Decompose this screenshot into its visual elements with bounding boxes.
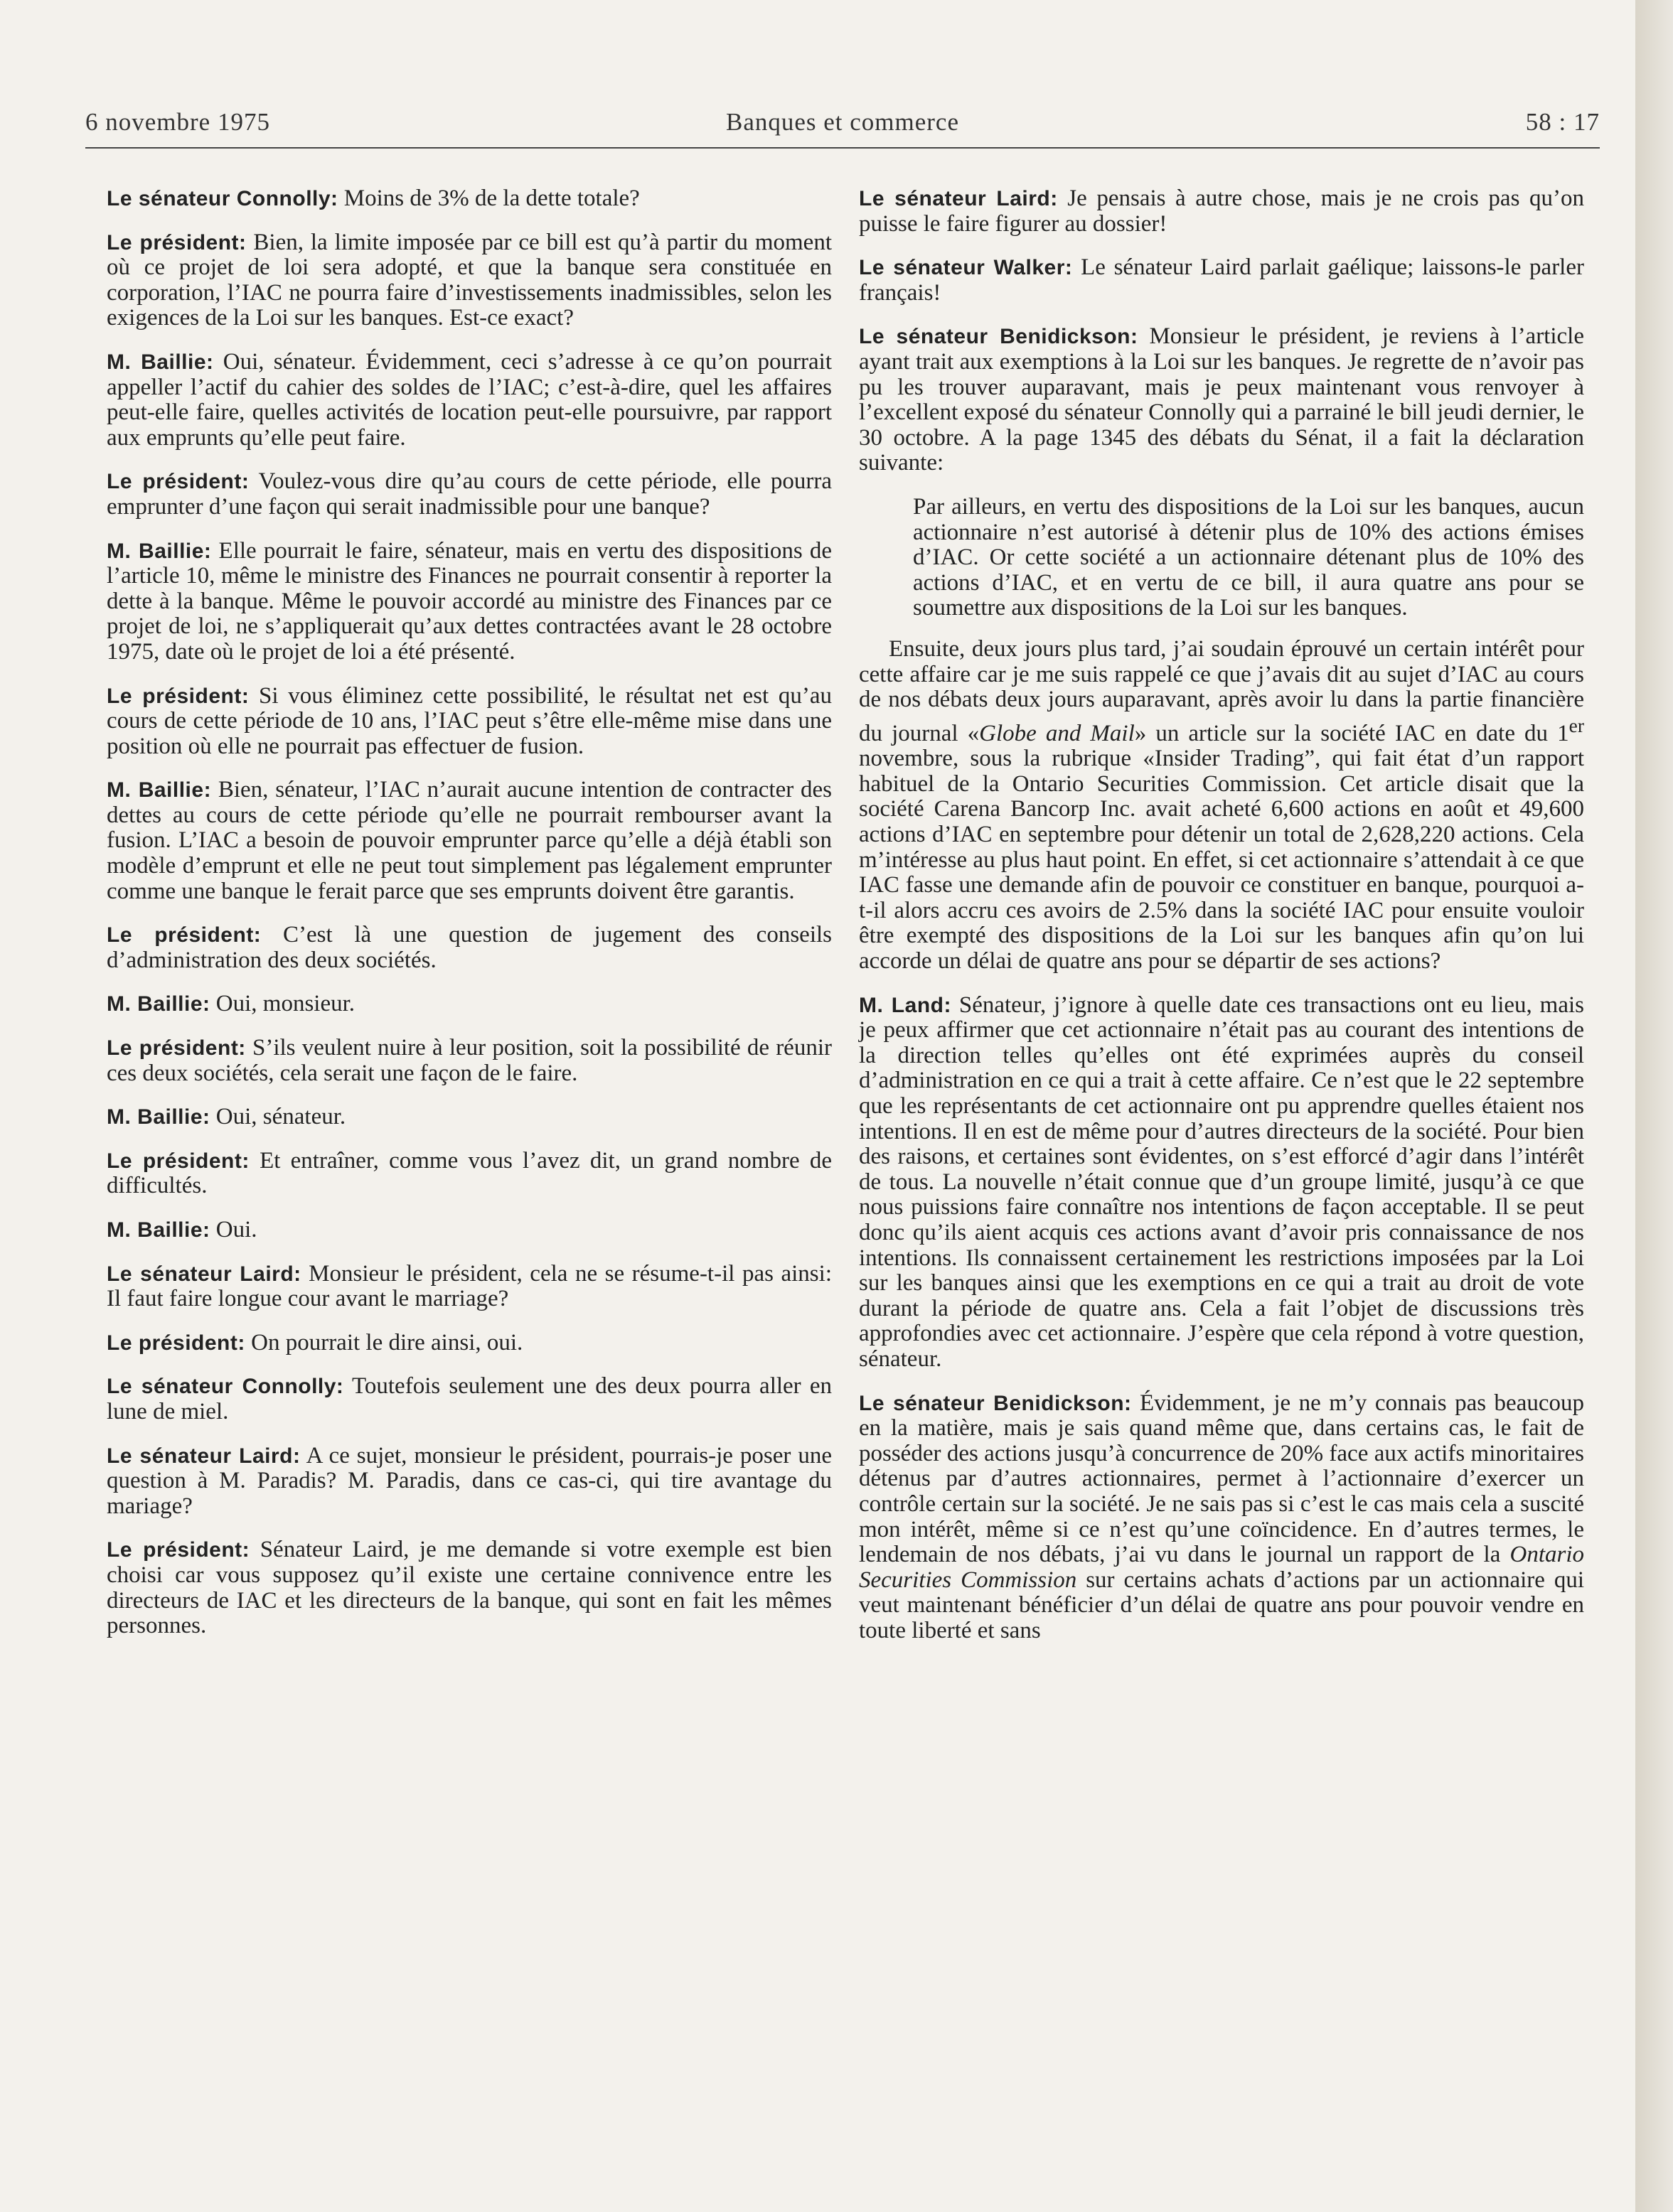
paragraph-text: Oui, sénateur. Évidemment, ceci s’adresse à ce qu’on pourrait appeller l’actif du cahier des soldes de l’IAC; c’est-à-dire, quel les affaires peut-elle faire, quelles activités de location peut-elle poursuivre, par rapport aux emprunts qu’elle peut faire. [107, 348, 832, 451]
speaker-label: Le sénateur Laird: [859, 187, 1058, 210]
commission-name: Ontario Securities Commission [859, 1542, 1584, 1593]
paragraph [859, 993, 1584, 1373]
paragraph-text: Je pensais à autre chose, mais je ne crois pas qu’on puisse le faire figurer au dossier! [859, 186, 1584, 237]
paragraph-text: Sénateur Laird, je me demande si votre exemple est bien choisi car vous supposez qu’il existe une certaine connivence entre les directeurs de IAC et les directeurs de la banque, qui sont en fait les mêmes personnes. [107, 1537, 832, 1639]
paragraph-text: Sénateur, j’ignore à quelle date ces transactions ont eu lieu, mais je peux affirmer que cet actionnaire n’était pas au courant des intentions de la direction telles qu’elles ont été exprimées auprès du conseil d’administration en ce qui a trait à cette affaire. Ce n’est que le 22 septembre que les représentants de cet actionnaire ont pu apprendre quelles étaient nos intentions. Il en est de même pour d’autres directeurs de la société. Pour bien des raisons, et certaines sont évidentes, on s’est efforcé d’agir dans l’intérêt de tous. La nouvelle n’était connue que d’un groupe limité, jusqu’à ce que nous puissions faire connaître nos intentions de façon acceptable. Il se peut donc qu’ils aient acquis ces actions avant d’avoir pris connaissance de nos intentions. Ils connaissent certainement les restrictions imposées par la Loi sur les banques ainsi que les exemptions en ce qui a trait au droit de vote durant la période de quatre ans. Cela a fait l’objet de discussions très approfondies avec cet actionnaire. J’espère que cela répond à votre question, sénateur. [859, 992, 1585, 1372]
speaker-label: Le sénateur Connolly: [107, 1375, 344, 1399]
paragraph-text: Oui, monsieur. [210, 991, 356, 1017]
header-title: Banques et commerce [725, 108, 960, 136]
speaker-label: Le sénateur Walker: [859, 256, 1073, 280]
right-column [859, 186, 1584, 1662]
speaker-label: Le sénateur Benidickson: [859, 1391, 1132, 1415]
ordinal-suffix: er [1568, 714, 1584, 736]
paragraph [107, 1149, 832, 1199]
paragraph [107, 1537, 832, 1638]
paragraph-text: Si vous éliminez cette possibilité, le résultat net est qu’au cours de cette période de 10 ans, l’IAC peut s’être elle-même mise dans une position où elle ne pourrait pas effectuer de fusion. [107, 682, 832, 759]
paragraph [859, 1391, 1584, 1644]
paragraph [859, 637, 1584, 975]
paragraph-text: Et entraîner, comme vous l’avez dit, un grand nombre de difficultés. [107, 1147, 832, 1199]
paragraph-text: » un article sur la société IAC en date du 1 [1134, 720, 1569, 746]
speaker-label: Le président: [107, 1331, 245, 1355]
speaker-label: Le président: [107, 684, 250, 708]
paragraph [107, 230, 832, 331]
header-date: 6 novembre 1975 [85, 108, 270, 136]
speaker-label: M. Land: [859, 993, 951, 1017]
block-quote: Par ailleurs, en vertu des dispositions de la Loi sur les banques, aucun actionnaire n’est autorisé à détenir plus de 10% des actions émises d’IAC. Or cette société a un actionnaire détenant plus de 10% des actions d’IAC, et en vertu de ce bill, il aura quatre ans pour se soumettre aux dispositions de la Loi sur les banques. [913, 493, 1584, 621]
speaker-label: M. Baillie: [107, 778, 212, 802]
paragraph-text: Bien, sénateur, l’IAC n’aurait aucune intention de contracter des dettes au cours de cette période qu’elle ne pourrait rembourser avant la fusion. L’IAC a besoin de pouvoir emprunter parce qu’elle a déjà établi son modèle d’emprunt et elle ne peut tout simplement pas légalement emprunter comme une banque le ferait parce que ses emprunts doivent être garantis. [107, 777, 832, 904]
paragraph [107, 186, 832, 212]
paragraph-text: Oui. [210, 1217, 257, 1242]
paragraph-text: Voulez-vous dire qu’au cours de cette période, elle pourra emprunter d’une façon qui serait inadmissible pour une banque? [107, 468, 833, 520]
paragraph-text: sur certains achats d’actions par un actionnaire qui veut maintenant bénéficier d’un délai de quatre ans pour pouvoir vendre en toute liberté et sans [859, 1567, 1584, 1643]
speaker-label: M. Baillie: [107, 539, 212, 563]
speaker-label: Le président: [107, 1036, 246, 1061]
speaker-label: M. Baillie: [107, 1218, 210, 1242]
paragraph-text: Ensuite, deux jours plus tard, j’ai soudain éprouvé un certain intérêt pour cette affaire car je me suis rappelé ce que j’avais dit au sujet d’IAC au cours de nos débats deux jours auparavant, après avoir lu dans la partie financière du journal « [859, 635, 1584, 746]
paragraph [107, 1036, 832, 1086]
paragraph [859, 255, 1584, 306]
paragraph [107, 1331, 832, 1356]
paragraph-text: Le sénateur Laird parlait gaélique; laissons-le parler français! [859, 254, 1584, 306]
speaker-label: M. Baillie: [107, 992, 210, 1016]
paragraph [107, 1218, 832, 1243]
speaker-label: Le sénateur Laird: [107, 1444, 301, 1468]
paragraph-text: Toutefois seulement une des deux pourra aller en lune de miel. [107, 1373, 832, 1424]
paragraph [859, 186, 1584, 237]
speaker-label: Le sénateur Benidickson: [859, 325, 1138, 349]
speaker-label: Le président: [107, 923, 262, 947]
paragraph [107, 778, 832, 904]
page-header [85, 108, 1600, 148]
header-page-number: 58 : 17 [1525, 108, 1600, 136]
paragraph-text: S’ils veulent nuire à leur position, soit la possibilité de réunir ces deux sociétés, cela serait une façon de le faire. [107, 1035, 832, 1086]
paragraph [107, 1374, 832, 1424]
paragraph-text: Elle pourrait le faire, sénateur, mais en vertu des dispositions de l’article 10, même le ministre des Finances ne pourrait consentir à reporter la dette à la banque. Même le pouvoir accordé au ministre des Finances par ce projet de loi, ne s’appliquerait qu’aux dettes contractées avant le 28 octobre 1975, date où le projet de loi a été présenté. [107, 537, 832, 665]
speaker-label: Le sénateur Laird: [107, 1262, 301, 1286]
paragraph [107, 1105, 832, 1130]
paragraph [107, 992, 832, 1017]
speaker-label: Le président: [107, 230, 247, 254]
paragraph-text: On pourrait le dire ainsi, oui. [245, 1329, 523, 1355]
paragraph-text: A ce sujet, monsieur le président, pourrais-je poser une question à M. Paradis? M. Paradis, dans ce cas-ci, qui tire avantage du mariage? [107, 1442, 832, 1519]
paragraph [107, 350, 832, 451]
paragraph-text: Moins de 3% de la dette totale? [338, 186, 640, 211]
paragraph-text: Bien, la limite imposée par ce bill est qu’à partir du moment où ce projet de loi sera adopté, et que la banque sera constituée en corporation, l’IAC ne pourra faire d’investissements inadmissibles, selon les exigences de la Loi sur les banques. Est-ce exact? [107, 229, 832, 331]
paragraph-text: novembre, sous la rubrique «Insider Trading”, qui fait état d’un rapport habituel de la Ontario Securities Commission. Cet article disait que la société Carena Bancorp Inc. avait acheté 6,600 actions en août et 49,600 actions d’IAC en septembre pour détenir un total de 2,628,220 actions. Cela m’intéresse au plus haut point. En effet, si cet actionnaire s’attendait à ce que IAC fasse une demande afin de pouvoir ce constituer en banque, pourquoi a-t-il alors accru ces avoirs de 2.5% dans la société IAC pour ensuite vouloir être exempté des dispositions de la Loi sur les banques afin qu’on lui accorde un délai de quatre ans pour se départir de ses actions? [859, 746, 1584, 975]
paragraph [107, 1262, 832, 1312]
left-column [107, 186, 832, 1658]
paragraph-text: C’est là une question de jugement des conseils d’administration des deux sociétés. [107, 922, 832, 973]
newspaper-name: Globe and Mail [979, 720, 1135, 746]
paragraph [107, 1444, 832, 1520]
header-rule [85, 147, 1600, 149]
paragraph-text: Monsieur le président, cela ne se résume-t-il pas ainsi: Il faut faire longue cour avant le marriage? [107, 1260, 832, 1312]
paragraph [107, 539, 832, 665]
paragraph-text: Oui, sénateur. [210, 1104, 346, 1130]
speaker-label: Le sénateur Connolly: [107, 187, 338, 210]
paragraph [859, 324, 1584, 476]
binding-edge [1635, 0, 1673, 2212]
speaker-label: Le président: [107, 1149, 250, 1173]
paragraph [107, 684, 832, 760]
speaker-label: Le président: [107, 470, 250, 494]
paragraph [107, 469, 832, 520]
paragraph [107, 923, 832, 973]
speaker-label: M. Baillie: [107, 350, 214, 374]
speaker-label: Le président: [107, 1538, 250, 1562]
paragraph-text: Monsieur le président, je reviens à l’article ayant trait aux exemptions à la Loi sur les banques. Je regrette de n’avoir pas pu les trouver auparavant, mais je peux maintenant vous renvoyer à l’excellent exposé du sénateur Connolly qui a parrainé le bill jeudi dernier, le 30 octobre. A la page 1345 des débats du Sénat, il a fait la déclaration suivante: [859, 323, 1584, 476]
paragraph-text: Évidemment, je ne m’y connais pas beaucoup en la matière, mais je sais quand même que, dans certains cas, le fait de posséder des actions jusqu’à concurrence de 20% face aux actifs minoritaires détenus par d’autres actionnaires, permet à l’actionnaire d’exercer un contrôle certain sur la société. Je ne sais pas si c’est le cas mais cela a suscité mon intérêt, même si ce n’est qu’une coïncidence. En d’autres termes, le lendemain de nos débats, j’ai vu dans le journal un rapport de la [859, 1390, 1584, 1568]
speaker-label: M. Baillie: [107, 1105, 210, 1129]
